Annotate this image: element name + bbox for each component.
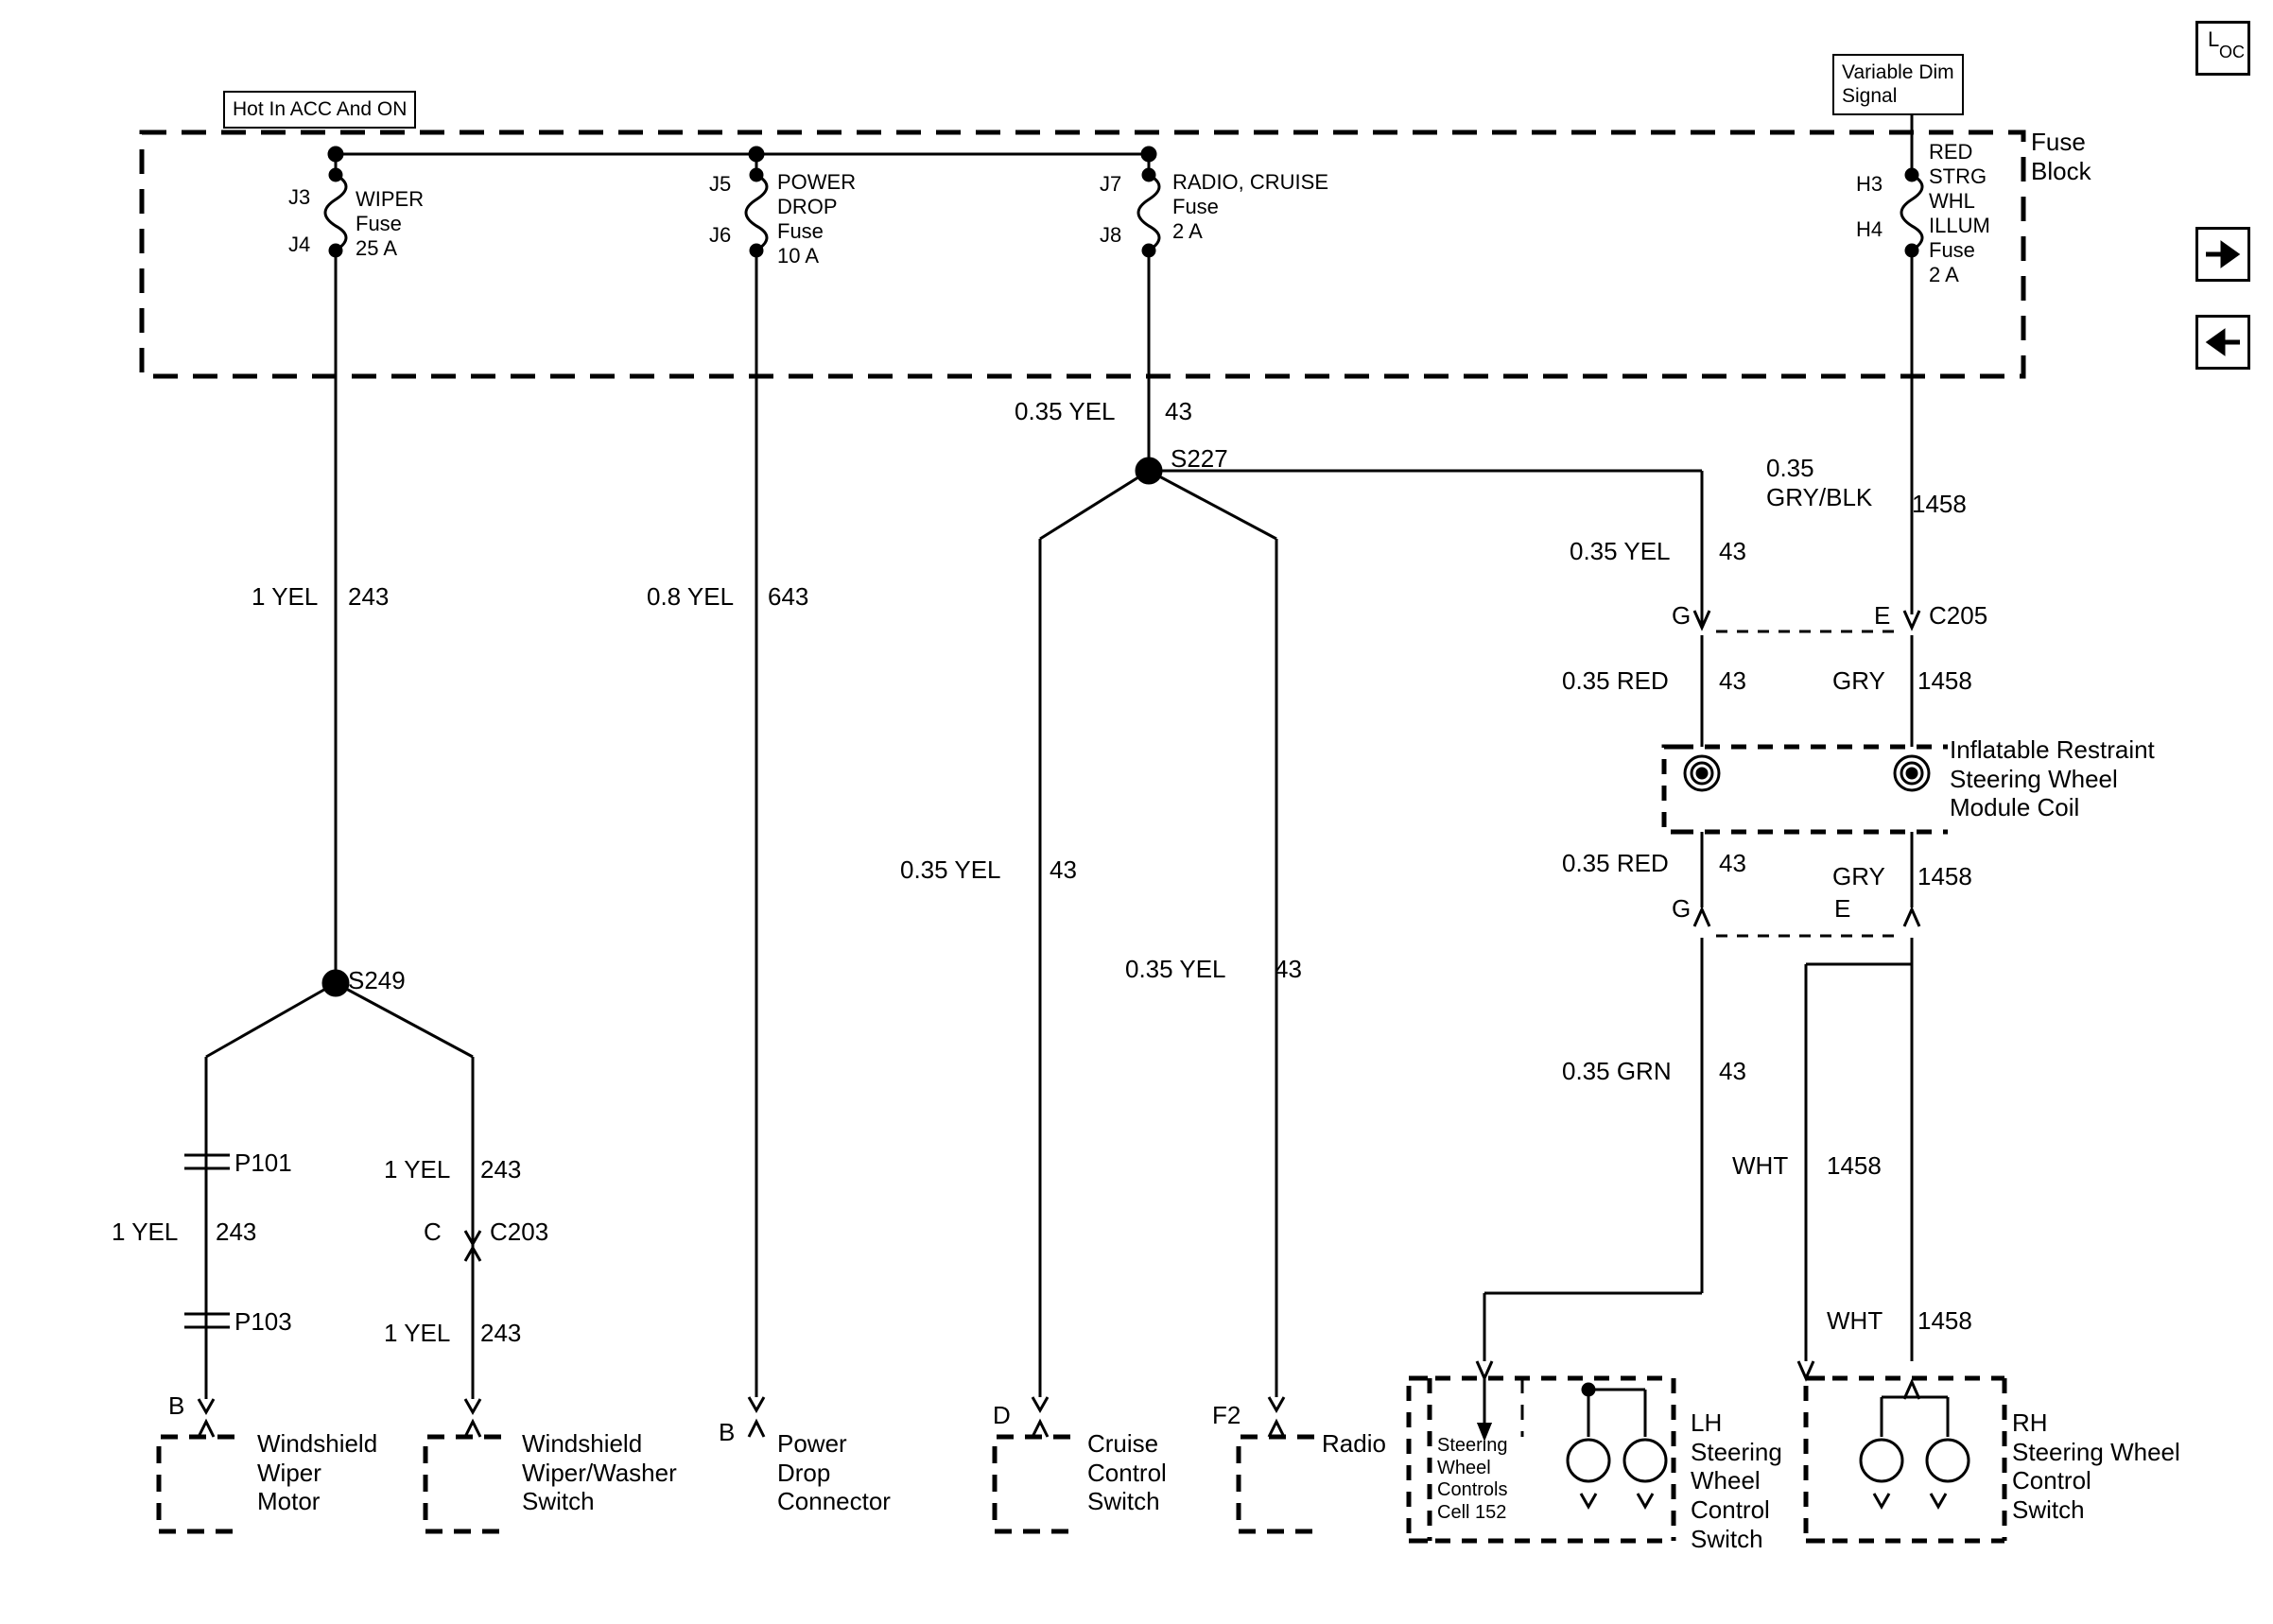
wire-circuit-43-coil: 43: [1719, 537, 1746, 565]
component-windshield-wiper-motor: Windshield Wiper Motor: [257, 1429, 378, 1516]
wire-label-0.35-gry-blk: 0.35 GRY/BLK: [1766, 454, 1873, 511]
location-button[interactable]: [2195, 21, 2250, 76]
wire-circuit-243-main: 243: [348, 582, 390, 611]
wire-label-1-yel-243-c203-lower: 1 YEL: [384, 1319, 451, 1347]
connector-terminal-e-lower: E: [1834, 894, 1851, 923]
pin-label-power-drop-b: B: [719, 1418, 736, 1446]
wire-label-0.35-yel-43-coil: 0.35 YEL: [1570, 537, 1671, 565]
wire-label-gry-lower: GRY: [1832, 862, 1885, 890]
wire-label-gry-upper: GRY: [1832, 666, 1885, 695]
connector-c203-terminal: C: [424, 1218, 442, 1246]
wire-circuit-1458-top: 1458: [1912, 490, 1967, 518]
connector-terminal-e-upper: E: [1874, 601, 1891, 630]
fuse-name-radio-cruise: RADIO, CRUISE Fuse 2 A: [1172, 170, 1329, 243]
fuse-terminal-j5: J5: [709, 172, 732, 196]
fuse-terminal-h4: H4: [1856, 217, 1883, 241]
wire-label-wht-1458-lower: WHT: [1827, 1306, 1883, 1335]
splice-s227-label: S227: [1171, 444, 1228, 473]
wire-circuit-243-c203-upper: 243: [480, 1155, 522, 1183]
next-page-button[interactable]: [2195, 227, 2250, 282]
wire-circuit-643: 643: [768, 582, 809, 611]
connector-c205-label: C205: [1929, 601, 1988, 630]
wire-circuit-43-red-lower: 43: [1719, 849, 1746, 877]
connector-c203-label: C203: [490, 1218, 549, 1246]
component-steering-wheel-controls-cell: Steering Wheel Controls Cell 152: [1437, 1435, 1508, 1523]
component-cruise-control-switch: Cruise Control Switch: [1087, 1429, 1167, 1516]
arrow-left-icon: [2198, 318, 2247, 367]
wire-circuit-1458-upper: 1458: [1917, 666, 1972, 695]
fuse-terminal-j4: J4: [288, 233, 311, 256]
pin-label-radio-f2: F2: [1212, 1401, 1241, 1429]
wire-circuit-43-radio: 43: [1275, 955, 1302, 983]
location-label-sub: OC: [2219, 43, 2245, 61]
arrow-right-icon: [2198, 230, 2247, 279]
location-label-main: L: [2208, 27, 2220, 51]
wire-label-1-yel-243-main: 1 YEL: [252, 582, 319, 611]
fuse-terminal-j6: J6: [709, 223, 732, 247]
wire-label-0.8-yel-643: 0.8 YEL: [647, 582, 735, 611]
wire-label-1-yel-243-p101-p103: 1 YEL: [112, 1218, 179, 1246]
hot-in-acc-and-on-label: Hot In ACC And ON: [223, 91, 416, 129]
fuse-terminal-j8: J8: [1100, 223, 1122, 247]
previous-page-button[interactable]: [2195, 315, 2250, 370]
fuse-terminal-j7: J7: [1100, 172, 1122, 196]
fuse-name-power-drop: POWER DROP Fuse 10 A: [777, 170, 857, 268]
wire-circuit-43-cruise: 43: [1050, 855, 1077, 884]
fuse-terminal-j3: J3: [288, 185, 311, 209]
wire-label-0.35-yel-43-top: 0.35 YEL: [1015, 397, 1116, 425]
pin-label-wiper-motor-b: B: [168, 1391, 185, 1420]
component-radio: Radio: [1322, 1429, 1386, 1458]
coil-component-label: Inflatable Restraint Steering Wheel Module Coil: [1950, 735, 2155, 822]
wire-label-0.35-red-43-upper: 0.35 RED: [1562, 666, 1669, 695]
component-power-drop-connector: Power Drop Connector: [777, 1429, 891, 1516]
inline-connector-p101-label: P101: [234, 1149, 292, 1177]
component-rh-steering-wheel-control-switch: RH Steering Wheel Control Switch: [2012, 1408, 2180, 1525]
wire-circuit-243-p101-p103: 243: [216, 1218, 257, 1246]
fuse-block-label: Fuse Block: [2031, 128, 2091, 185]
wire-circuit-1458-lower: 1458: [1917, 862, 1972, 890]
fuse-name-strg-whl-illum: RED STRG WHL ILLUM Fuse 2 A: [1929, 140, 1990, 286]
variable-dim-signal-label: Variable Dim Signal: [1832, 54, 1964, 115]
pin-label-cruise-d: D: [993, 1401, 1011, 1429]
wire-label-0.35-yel-43-radio: 0.35 YEL: [1125, 955, 1226, 983]
wire-label-0.35-red-43-lower: 0.35 RED: [1562, 849, 1669, 877]
wire-circuit-43-grn: 43: [1719, 1057, 1746, 1085]
wire-circuit-43-top: 43: [1165, 397, 1192, 425]
wire-circuit-1458-wht-lower: 1458: [1917, 1306, 1972, 1335]
wire-label-0.35-grn-43: 0.35 GRN: [1562, 1057, 1672, 1085]
splice-s249-label: S249: [348, 966, 406, 994]
component-lh-steering-wheel-control-switch: LH Steering Wheel Control Switch: [1691, 1408, 1782, 1553]
wire-circuit-43-red-upper: 43: [1719, 666, 1746, 695]
inline-connector-p103-label: P103: [234, 1307, 292, 1336]
fuse-terminal-h3: H3: [1856, 172, 1883, 196]
wire-circuit-243-c203-lower: 243: [480, 1319, 522, 1347]
connector-terminal-g-upper: G: [1672, 601, 1692, 630]
wire-label-1-yel-243-c203-upper: 1 YEL: [384, 1155, 451, 1183]
connector-terminal-g-lower: G: [1672, 894, 1692, 923]
component-windshield-wiper-washer-switch: Windshield Wiper/Washer Switch: [522, 1429, 677, 1516]
wire-label-wht-1458-upper: WHT: [1732, 1151, 1789, 1180]
wire-label-0.35-yel-43-cruise: 0.35 YEL: [900, 855, 1001, 884]
wire-circuit-1458-wht-upper: 1458: [1827, 1151, 1882, 1180]
fuse-name-wiper: WIPER Fuse 25 A: [356, 187, 425, 260]
